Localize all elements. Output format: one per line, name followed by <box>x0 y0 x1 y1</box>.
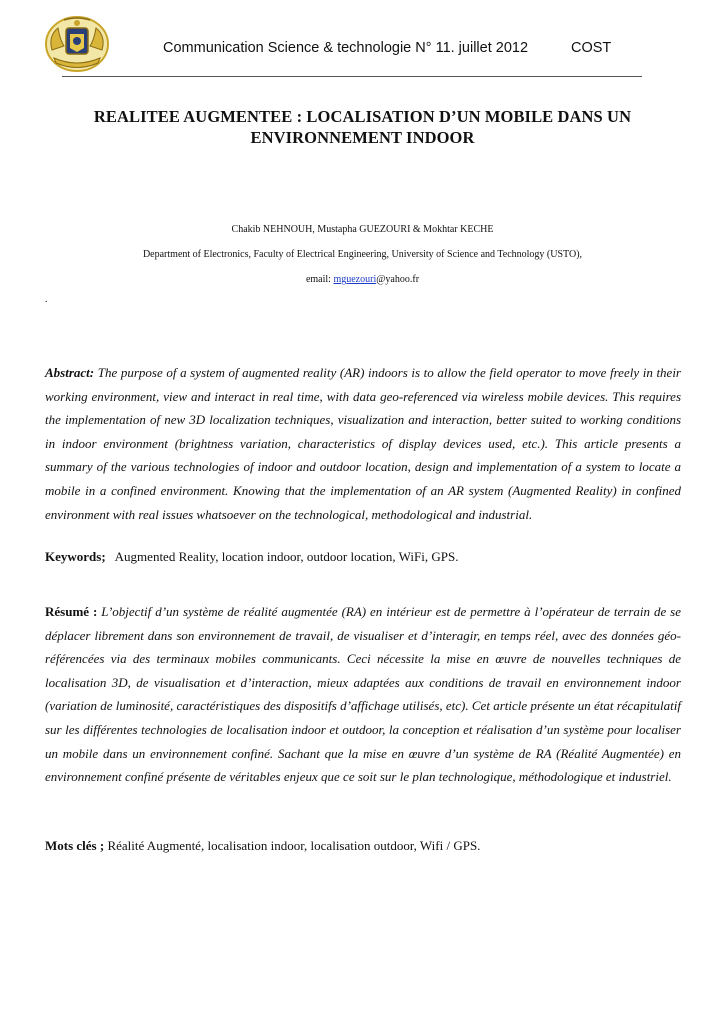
email-prefix: email: <box>305 274 334 285</box>
keywords <box>45 549 458 565</box>
header-rule <box>62 76 642 77</box>
keywords-label: Keywords; <box>45 549 106 564</box>
email-link[interactable]: mguezouri <box>333 274 377 285</box>
resume-text: L’objectif d’un système de réalité augmentée (RA) en intérieur est de permettre à l’opérateur de terrain de se déplacer librement dans son environnement de travail, de visualiser et d’interagir, en temps réel, avec des données géo-référencées via des terminaux mobiles communicants. Ceci nécessite la mise en œuvre de nouvelles techniques de localisation 3D, de visualisation et d’interaction, mieux adaptées aux conditions de travail en environnement indoor (variation de luminosité, caractéristiques des dispositifs d’affichage utilisés, etc). Cet article présente un état récapitulatif sur les différentes technologies de localisation indoor et outdoor, la conception et réalisation d’un système pour localiser un mobile dans un environnement confiné. Sachant que la mise en œuvre d’un système de RA (Réalité Augmentée) en environnement confiné présente de véritables enjeux que ce soit sur le plan technologique, méthodologique et industriel. <box>45 604 681 785</box>
mots-cles-text: Réalité Augmenté, localisation indoor, localisation outdoor, Wifi / GPS. <box>104 838 481 853</box>
abstract <box>45 361 681 526</box>
university-crest-logo <box>44 14 110 72</box>
affiliation: Department of Electronics, Faculty of Electrical Engineering, University of Science and Technology (USTO), <box>142 249 583 260</box>
mots-cles <box>45 838 480 854</box>
resume-label: Résumé : <box>45 604 98 619</box>
crest-icon <box>44 14 110 72</box>
email-domain: @yahoo.fr <box>376 274 420 285</box>
abstract-text: The purpose of a system of augmented reality (AR) indoors is to allow the field operator to move freely in their working environment, view and interact in real time, with data geo-referenced via wireless mobile devices. This requires the implementation of new 3D localization techniques, visualization and interaction, better suited to working conditions in indoor environment (brightness variation, characteristics of display devices used, etc.). This article presents a summary of the various technologies of indoor and outdoor location, design and implementation of a system to locate a mobile in a confined environment. Knowing that the implementation of an AR system (Augmented Reality) in confined environment with real issues whatsoever on the technological, methodological and industrial. <box>45 365 681 522</box>
abstract-label: Abstract: <box>45 365 95 380</box>
cost-header: COST <box>571 40 612 56</box>
resume <box>45 600 681 789</box>
journal-header: Communication Science & technologie N° 11. juillet 2012 <box>163 40 529 56</box>
keywords-text: Augmented Reality, location indoor, outdoor location, WiFi, GPS. <box>114 549 459 564</box>
title-line-2: ENVIRONNEMENT INDOOR <box>250 128 475 147</box>
stray-dot: . <box>45 294 48 305</box>
authors: Chakib NEHNOUH, Mustapha GUEZOURI & Mokhtar KECHE <box>231 224 494 235</box>
title-line-1: REALITEE AUGMENTEE : LOCALISATION D’UN MOBILE DANS UN <box>93 107 632 126</box>
paper-title <box>60 106 665 148</box>
mots-cles-label: Mots clés ; <box>45 838 105 853</box>
email-line <box>0 274 725 285</box>
